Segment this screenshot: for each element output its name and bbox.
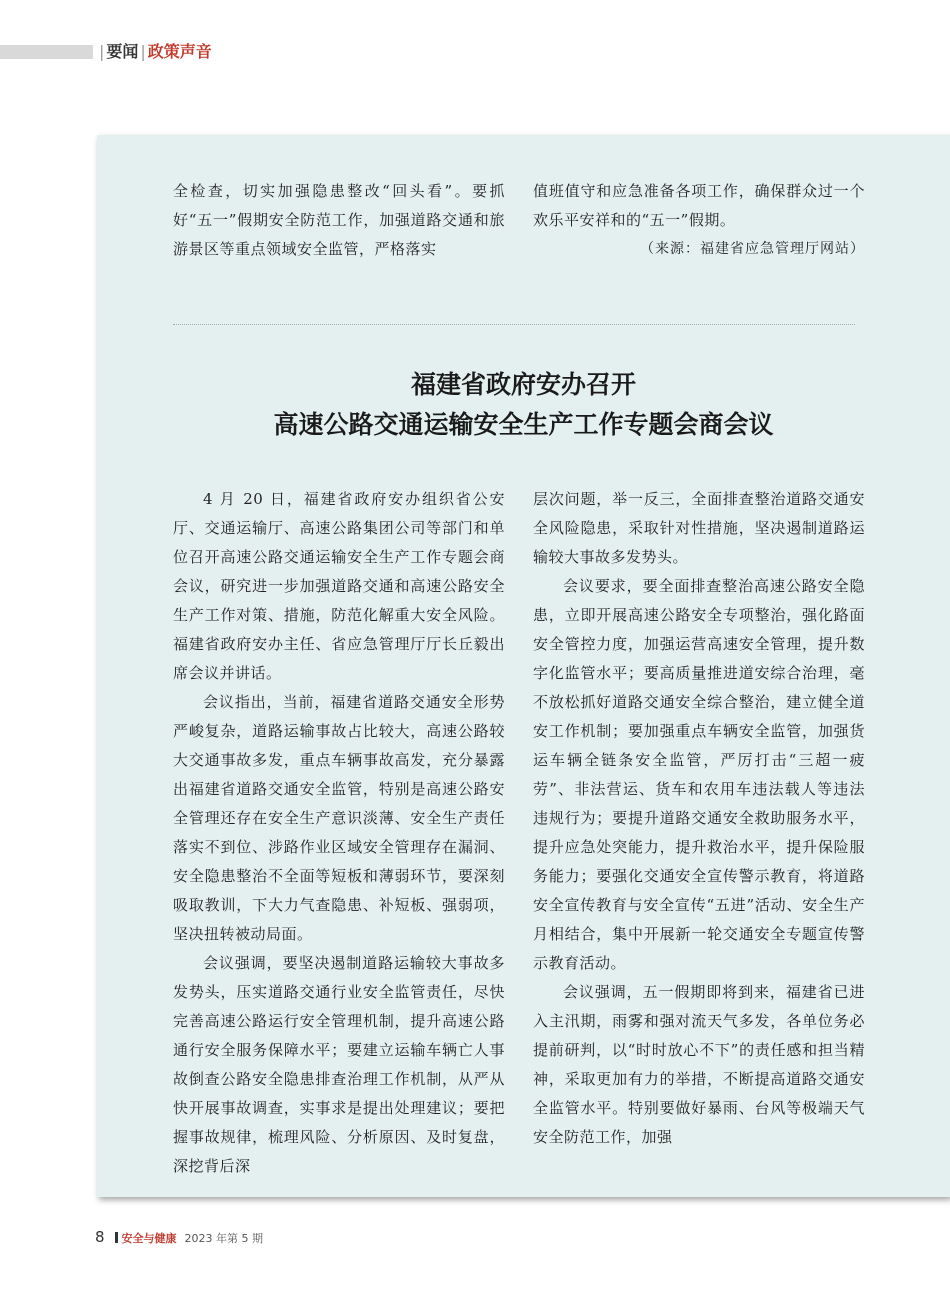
subsection-label: 政策声音 [147,42,212,61]
article-left-column [173,485,505,1181]
magazine-name: 安全与健康 [121,1232,177,1245]
header-decor-bar [0,45,93,59]
title-line-1: 福建省政府安办召开 [410,370,636,399]
page-footer [95,1228,263,1248]
article-title [97,365,950,445]
paragraph: 全检查，切实加强隐患整改“回头看”。要抓好“五一”假期安全防范工作，加强道路交通和旅游景区等重点领域安全监管，严格落实 [173,182,505,258]
paragraph: 值班值守和应急准备各项工作，确保群众过一个欢乐平安祥和的“五一”假期。 [533,182,865,229]
dotted-divider [173,324,855,325]
header-separator: | [140,42,146,61]
paragraph: 会议指出，当前，福建省道路交通安全形势严峻复杂，道路运输事故占比较大，高速公路较大交通事故多发，重点车辆事故高发，充分暴露出福建省道路交通安全监管，特别是高速公路安全管理还存在安全生产意识淡薄、安全生产责任落实不到位、涉路作业区域安全管理存在漏洞、安全隐患整治不全面等短板和薄弱环节，要深刻吸取教训，下大力气查隐患、补短板、强弱项，坚决扭转被动局面。 [173,693,505,943]
paragraph: 层次问题，举一反三，全面排查整治道路交通安全风险隐患，采取针对性措施，坚决遏制道路运输较大事故多发势头。 [533,490,865,566]
previous-article-left-column [173,177,505,264]
paragraph: 会议强调，五一假期即将到来，福建省已进入主汛期，雨雾和强对流天气多发，各单位务必提前研判，以“时时放心不下”的责任感和担当精神，采取更加有力的举措，不断提高道路交通安全监管水平。特别要做好暴雨、台风等极端天气安全防范工作，加强 [533,983,865,1146]
paragraph: 会议强调，要坚决遏制道路运输较大事故多发势头，压实道路交通行业安全监管责任，尽快完善高速公路运行安全管理机制，提升高速公路通行安全服务保障水平；要建立运输车辆亡人事故倒查公路安全隐患排查治理工作机制，从严从快开展事故调查，实事求是提出处理建议；要把握事故规律，梳理风险、分析原因、及时复盘，深挖背后深 [173,954,505,1175]
article-right-column [533,485,865,1152]
previous-article-right-column [533,177,865,264]
article-panel [97,135,950,1197]
paragraph: 会议要求，要全面排查整治高速公路安全隐患，立即开展高速公路安全专项整治，强化路面安全管控力度，加强运营高速安全管理，提升数字化监管水平；要高质量推进道安综合治理，毫不放松抓好道路交通安全综合整治，建立健全道安工作机制；要加强重点车辆安全监管，加强货运车辆全链条安全监管，严厉打击“三超一疲劳”、非法营运、货车和农用车违法载人等违法违规行为；要提升道路交通安全救助服务水平，提升应急处突能力，提升救治水平，提升保险服务能力；要强化交通安全宣传警示教育，将道路安全宣传教育与安全宣传“五进”活动、安全生产月相结合，集中开展新一轮交通安全专题宣传警示教育活动。 [533,577,865,972]
paragraph: 4 月 20 日，福建省政府安办组织省公安厅、交通运输厅、高速公路集团公司等部门和单位召开高速公路交通运输安全生产工作专题会商会议，研究进一步加强道路交通和高速公路安全生产工作对策、措施，防范化解重大安全风险。福建省政府安办主任、省应急管理厅厅长丘毅出席会议并讲话。 [173,490,505,682]
header-separator: | [99,42,105,61]
page-number: 8 [95,1228,105,1246]
source-note: （来源：福建省应急管理厅网站） [640,241,865,257]
section-label: 要闻 [106,42,139,61]
issue-label: 2023 年第 5 期 [184,1232,264,1245]
title-line-2: 高速公路交通运输安全生产工作专题会商会议 [273,410,774,439]
section-header [97,40,212,64]
footer-bar-icon [115,1232,118,1243]
